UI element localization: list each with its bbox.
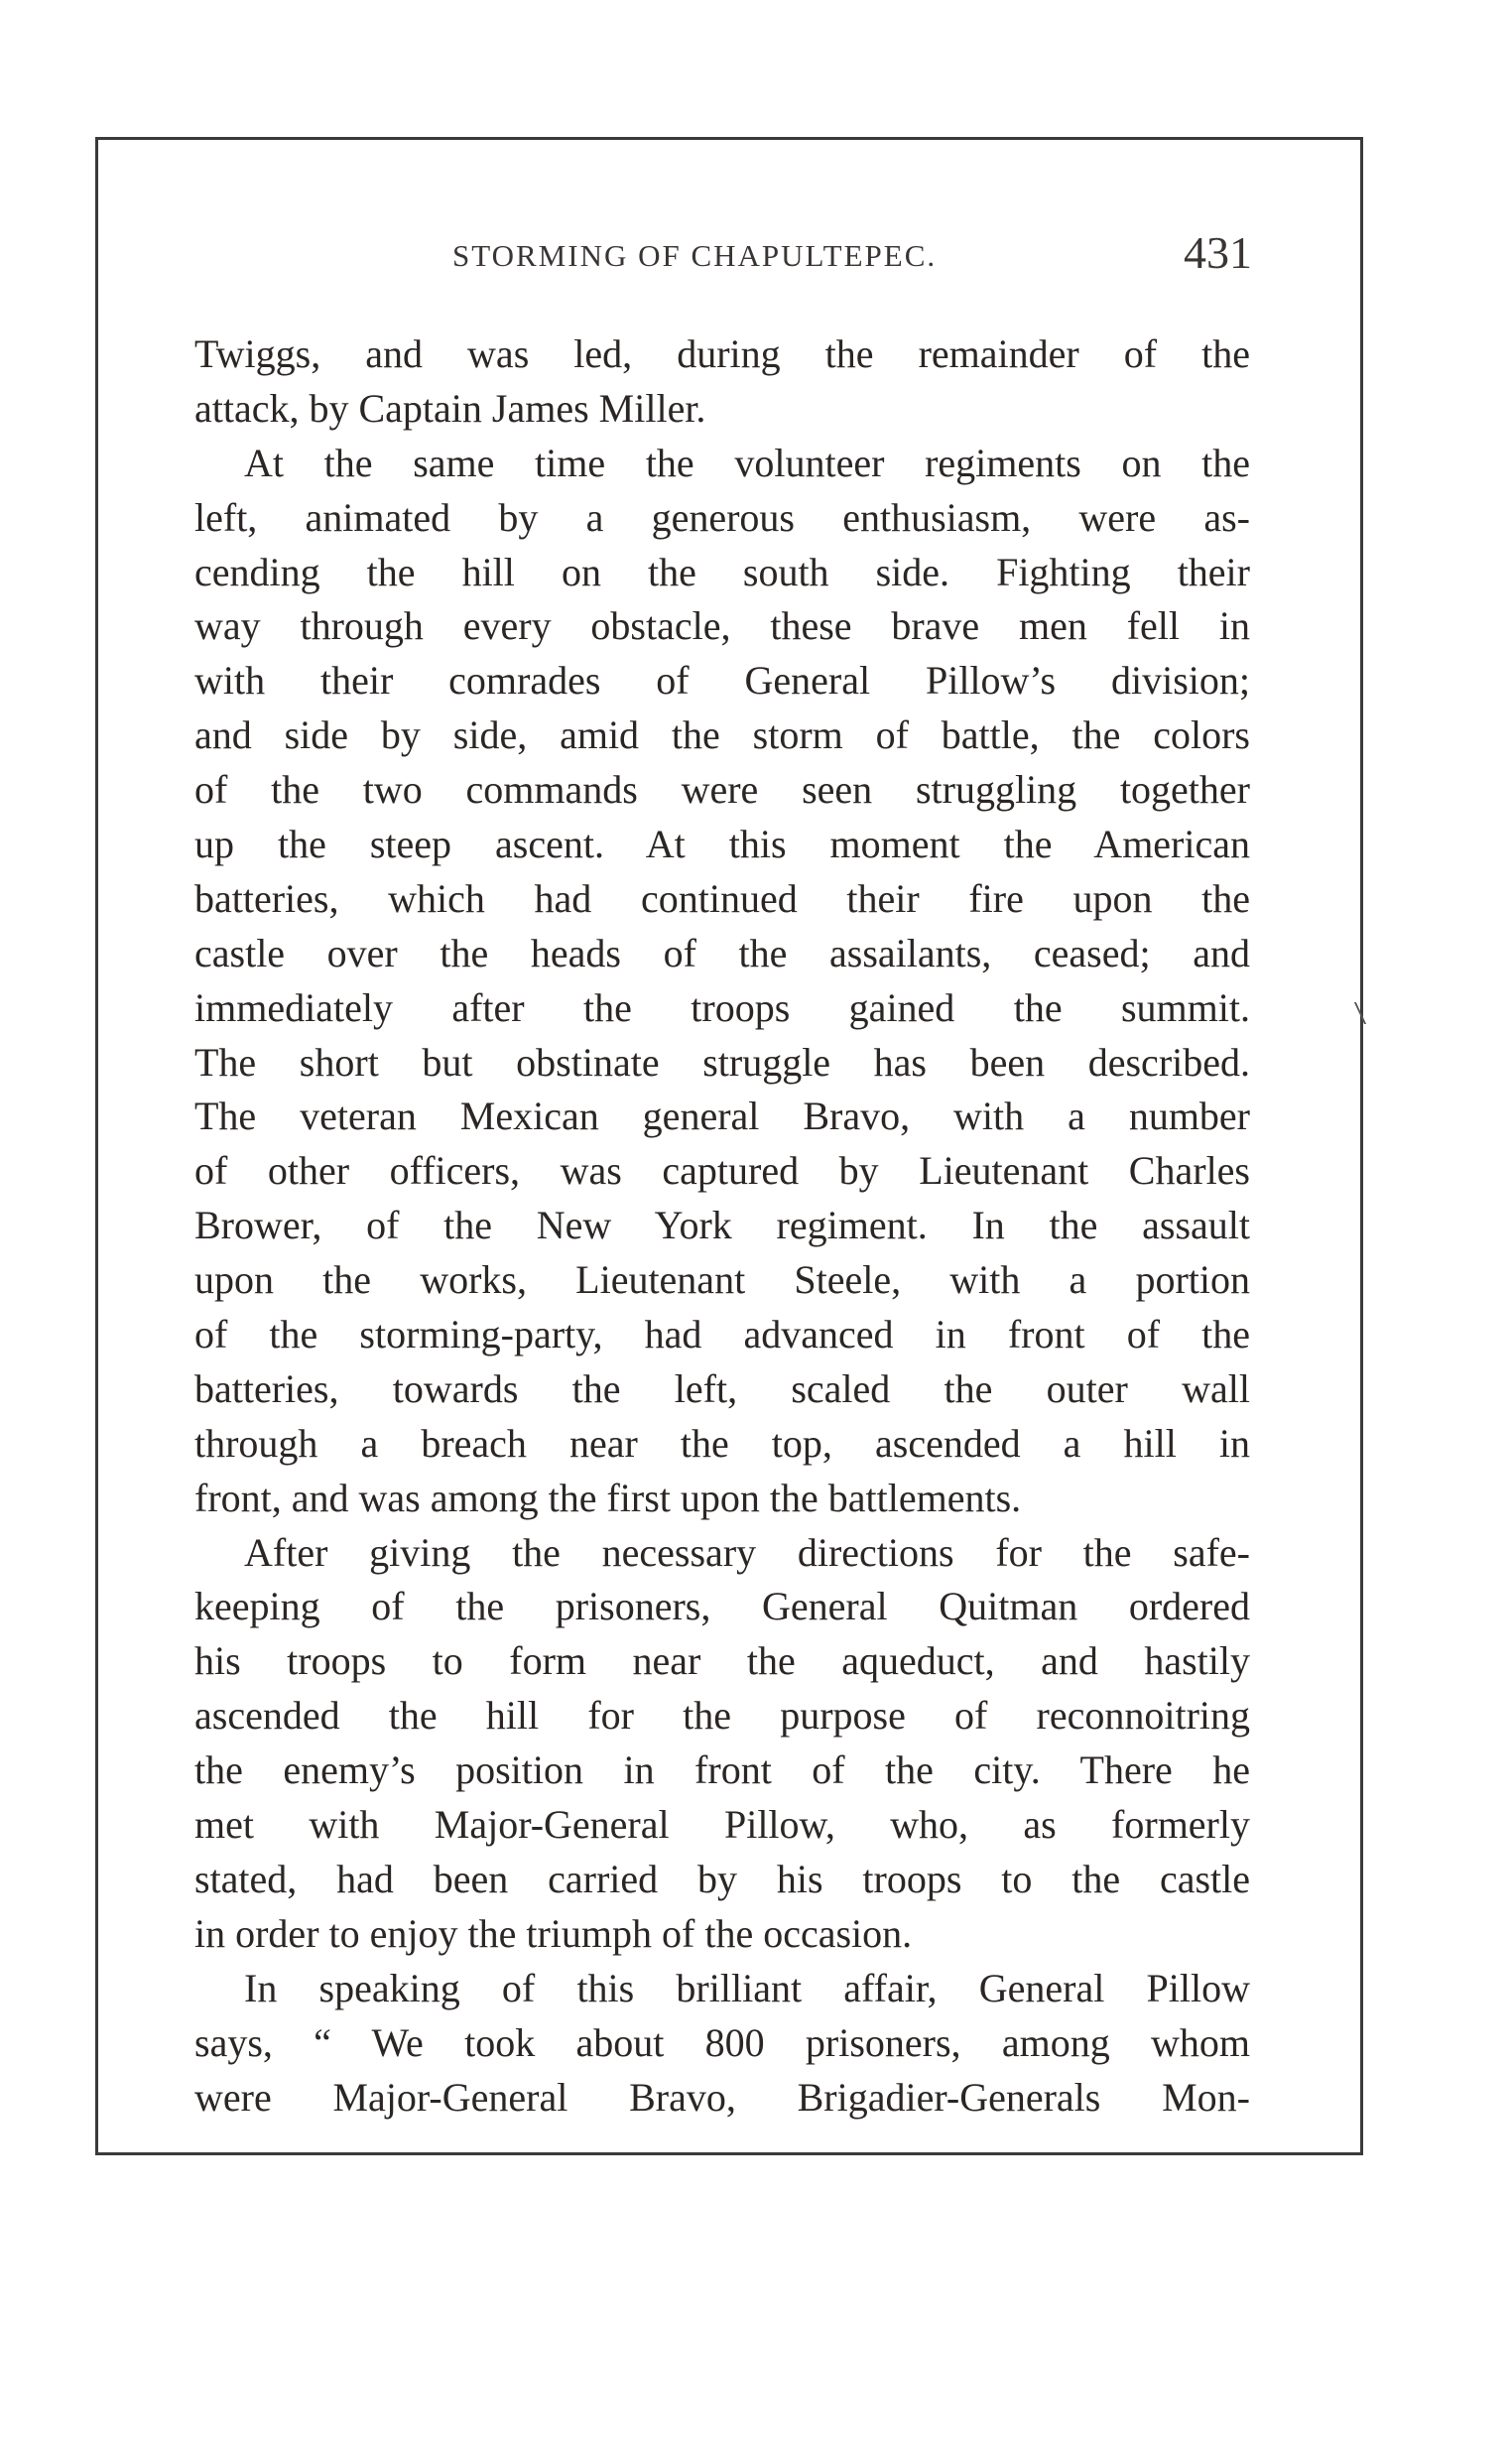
text-line: In speaking of this brilliant affair, General Pillow xyxy=(244,1965,1250,2010)
text-line: upon the works, Lieutenant Steele, with a portion xyxy=(194,1257,1250,1303)
text-line: batteries, towards the left, scaled the outer wall xyxy=(194,1365,1250,1411)
running-head xyxy=(194,226,1266,286)
text-line: in order to enjoy the triumph of the occasion. xyxy=(194,1910,913,1956)
text-line: his troops to form near the aqueduct, and hastily xyxy=(194,1638,1250,1684)
text-line: front, and was among the first upon the battlements. xyxy=(194,1475,1022,1520)
text-line: Brower, of the New York regiment. In the assault xyxy=(194,1203,1250,1248)
text-line: were Major-General Bravo, Brigadier-Generals Mon- xyxy=(194,2074,1250,2120)
text-line: and side by side, amid the storm of battle, the colors xyxy=(194,712,1250,758)
text-line: Twiggs, and was led, during the remainder of the xyxy=(194,331,1250,376)
text-line: immediately after the troops gained the summit. xyxy=(194,984,1250,1030)
text-line: stated, had been carried by his troops to the castle xyxy=(194,1856,1250,1901)
text-line: says, “ We took about 800 prisoners, among whom xyxy=(194,2019,1250,2065)
text-line: up the steep ascent. At this moment the American xyxy=(194,822,1250,867)
text-line: The veteran Mexican general Bravo, with a number xyxy=(194,1094,1250,1139)
body-text xyxy=(194,327,1250,2125)
text-line: way through every obstacle, these brave men fell in xyxy=(194,603,1250,649)
running-title: STORMING OF CHAPULTEPEC. xyxy=(452,238,938,273)
text-line: At the same time the volunteer regiments on the xyxy=(244,440,1250,485)
text-line: with their comrades of General Pillow’s division; xyxy=(194,658,1250,704)
text-line: the enemy’s position in front of the city. There he xyxy=(194,1747,1250,1793)
text-line: left, animated by a generous enthusiasm, were as- xyxy=(194,494,1250,540)
text-line: castle over the heads of the assailants, ceased; and xyxy=(194,930,1250,975)
text-line: keeping of the prisoners, General Quitman ordered xyxy=(194,1584,1250,1629)
text-line: attack, by Captain James Miller. xyxy=(194,385,706,431)
text-line: of the storming-party, had advanced in front of the xyxy=(194,1312,1250,1357)
text-line: ascended the hill for the purpose of reconnoitring xyxy=(194,1693,1250,1739)
text-line: of the two commands were seen struggling together xyxy=(194,767,1250,813)
text-line: of other officers, was captured by Lieutenant Charles xyxy=(194,1148,1250,1194)
page-number: 431 xyxy=(1184,227,1252,278)
text-line: The short but obstinate struggle has been described. xyxy=(194,1039,1250,1085)
text-line: After giving the necessary directions for the safe- xyxy=(244,1529,1250,1575)
text-line: met with Major-General Pillow, who, as formerly xyxy=(194,1802,1250,1848)
text-line: batteries, which had continued their fire upon the xyxy=(194,875,1250,921)
text-line: cending the hill on the south side. Fighting their xyxy=(194,549,1250,594)
text-line: through a breach near the top, ascended a hill in xyxy=(194,1420,1250,1466)
